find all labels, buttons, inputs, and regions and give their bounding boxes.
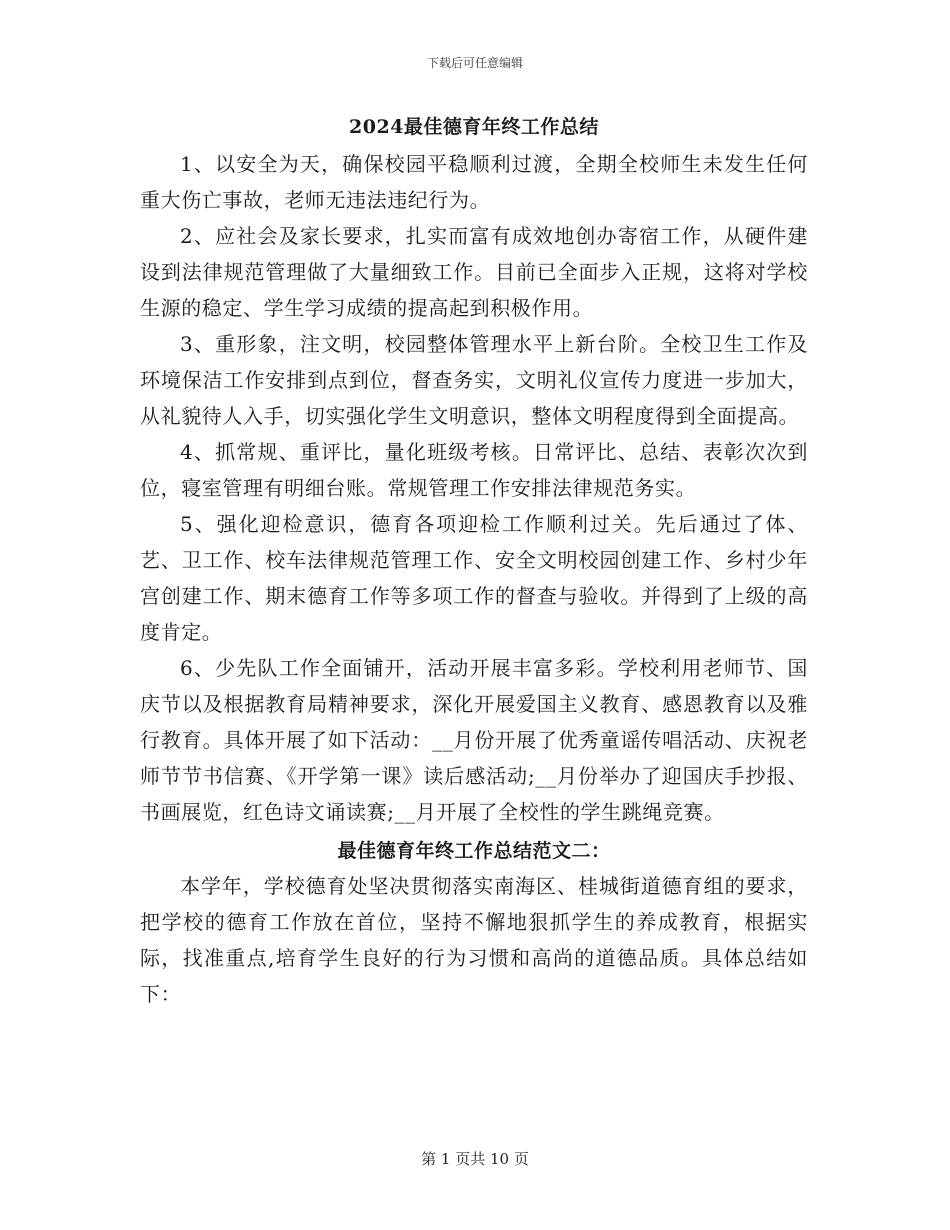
document-title: 2024最佳德育年终工作总结 [349,116,599,138]
paragraph-3: 3、重形象，注文明，校园整体管理水平上新台阶。全校卫生工作及环境保洁工作安排到点到位，督查务实，文明礼仪宣传力度进一步加大，从礼貌待人入手，切实强化学生文明意识，整体文明程度得到全面提高。 [140,332,808,428]
paragraph-4: 4、抓常规、重评比，量化班级考核。日常评比、总结、表彰次次到位，寝室管理有明细台账。常规管理工作安排法律规范务实。 [140,440,808,500]
paragraph-5: 5、强化迎检意识，德育各项迎检工作顺利过关。先后通过了体、艺、卫工作、校车法律规范管理工作、安全文明校园创建工作、乡村少年宫创建工作、期末德育工作等多项工作的督查与验收。并得到了上级的高度肯定。 [140,512,808,644]
header-note: 下载后可任意编辑 [426,56,523,70]
paragraph-7: 本学年，学校德育处坚决贯彻落实南海区、桂城街道德育组的要求，把学校的德育工作放在首位，坚持不懈地狠抓学生的养成教育，根据实际，找准重点,培育学生良好的行为习惯和高尚的道德品质。具体总结如下： [140,874,808,1006]
section-subtitle: 最佳德育年终工作总结范文二： [337,840,611,862]
paragraph-6: 6、少先队工作全面铺开，活动开展丰富多彩。学校利用老师节、国庆节以及根据教育局精神要求，深化开展爱国主义教育、感恩教育以及雅行教育。具体开展了如下活动：__月份开展了优秀童谣传唱活动、庆祝老师节节书信赛、《开学第一课》读后感活动;__月份举办了迎国庆手抄报、书画展览，红色诗文诵读赛;__月开展了全校性的学生跳绳竞赛。 [140,656,808,824]
paragraph-1: 1、以安全为天，确保校园平稳顺利过渡，全期全校师生未发生任何重大伤亡事故，老师无违法违纪行为。 [140,152,808,212]
document-body [140,112,808,1012]
paragraph-2: 2、应社会及家长要求，扎实而富有成效地创办寄宿工作，从硬件建设到法律规范管理做了大量细致工作。目前已全面步入正规，这将对学校生源的稳定、学生学习成绩的提高起到积极作用。 [140,224,808,320]
page-number: 第 1 页共 10 页 [421,1150,529,1168]
